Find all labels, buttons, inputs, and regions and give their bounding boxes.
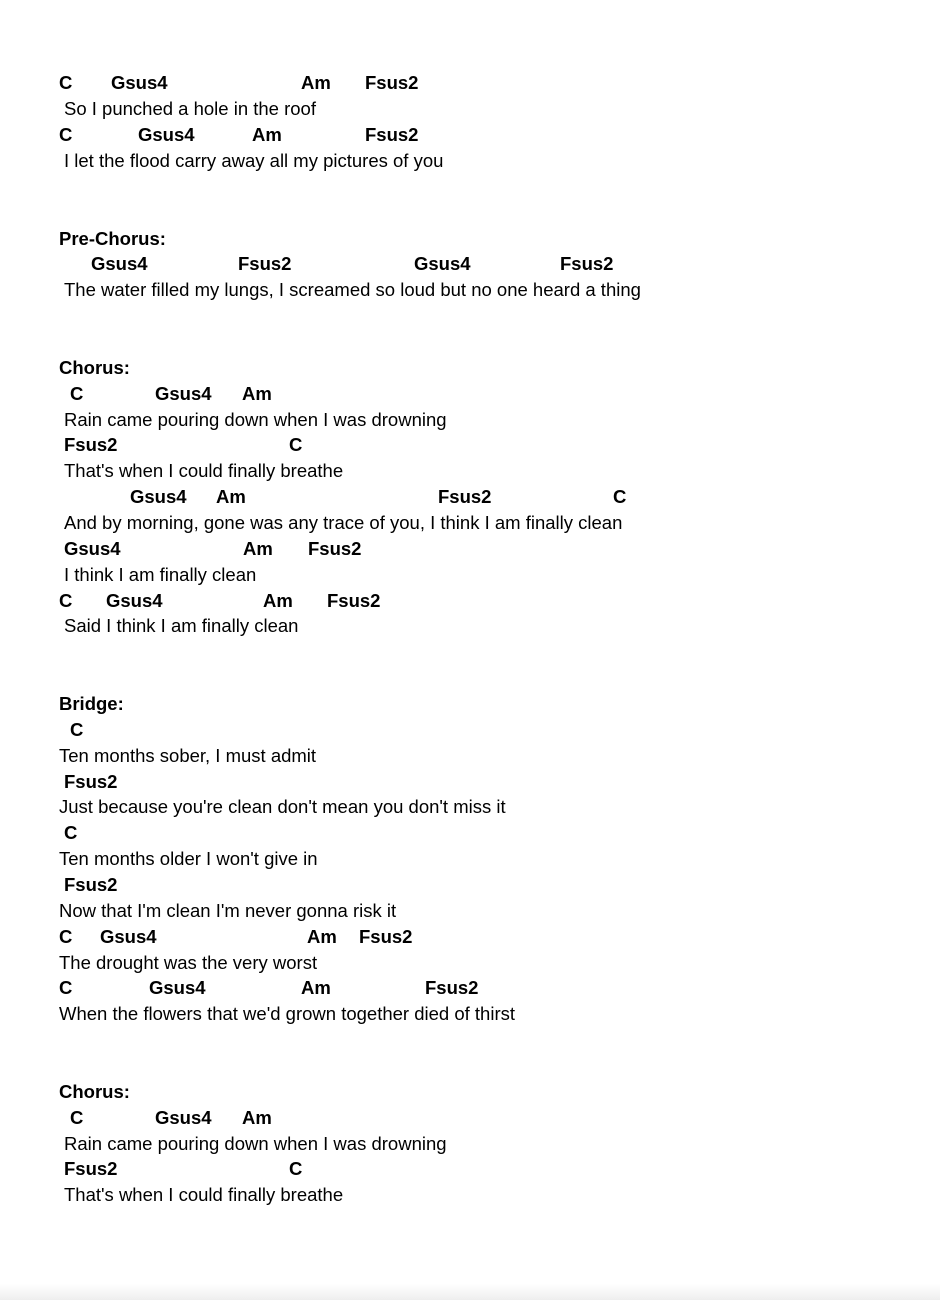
chord: Am <box>263 590 293 611</box>
chord: Fsus2 <box>64 1158 118 1179</box>
lyric-text: And by morning, gone was any trace of you, I think I am finally clean <box>64 512 623 533</box>
chord: Fsus2 <box>64 874 118 895</box>
chord: Am <box>243 538 273 559</box>
chord: Fsus2 <box>327 590 381 611</box>
chord: Gsus4 <box>64 538 121 559</box>
lyric-text: Rain came pouring down when I was drowning <box>64 409 447 430</box>
section-header-bridge: Bridge: <box>59 693 124 714</box>
lyric-line <box>0 744 317 768</box>
lyric-line <box>0 847 318 871</box>
chord-line <box>0 925 413 949</box>
chord: Fsus2 <box>365 124 419 145</box>
chord: Fsus2 <box>238 253 292 274</box>
chord-line <box>0 382 272 406</box>
lyric-line <box>0 408 447 432</box>
chord: C <box>59 590 73 611</box>
lyric-line <box>0 1183 344 1207</box>
chord: Gsus4 <box>155 383 212 404</box>
chord-line <box>0 252 614 276</box>
lyric-text: I let the flood carry away all my pictures of you <box>64 150 444 171</box>
section-header-chorus: Chorus: <box>59 357 130 378</box>
chord: Am <box>252 124 282 145</box>
chord-line <box>0 537 362 561</box>
chord: Am <box>307 926 337 947</box>
lyric-text: The water filled my lungs, I screamed so loud but no one heard a thing <box>64 279 641 300</box>
lyric-line <box>0 1132 447 1156</box>
lyric-text: Just because you're clean don't mean you don't miss it <box>59 796 506 817</box>
chord: Gsus4 <box>130 486 187 507</box>
lyric-line <box>0 951 318 975</box>
chord-line <box>0 873 118 897</box>
chord: Fsus2 <box>365 72 419 93</box>
chord: Gsus4 <box>155 1107 212 1128</box>
chord: Gsus4 <box>100 926 157 947</box>
chord-line <box>0 976 479 1000</box>
page-bottom-edge <box>0 1284 940 1300</box>
lyric-line <box>0 1002 515 1026</box>
lyric-line <box>0 899 397 923</box>
chord-line <box>0 123 419 147</box>
chord: C <box>289 434 303 455</box>
chord: Am <box>301 72 331 93</box>
chord-line <box>0 485 627 509</box>
lyric-text: Ten months sober, I must admit <box>59 745 317 766</box>
chord: Fsus2 <box>64 771 118 792</box>
lyric-line <box>0 511 623 535</box>
lyric-line <box>0 614 299 638</box>
chord: C <box>59 977 73 998</box>
lyric-text: That's when I could finally breathe <box>64 1184 344 1205</box>
lyric-line <box>0 459 344 483</box>
chord-line <box>0 589 381 613</box>
lyric-text: Now that I'm clean I'm never gonna risk it <box>59 900 397 921</box>
chord: Gsus4 <box>111 72 168 93</box>
chord: Fsus2 <box>425 977 479 998</box>
lyric-text: So I punched a hole in the roof <box>64 98 316 119</box>
chord: C <box>59 72 73 93</box>
chord: Am <box>242 383 272 404</box>
lyric-line <box>0 149 444 173</box>
chord-line <box>0 1106 272 1130</box>
chord: Fsus2 <box>560 253 614 274</box>
chord: C <box>64 822 78 843</box>
section-header-line <box>0 692 124 716</box>
lyric-text: The drought was the very worst <box>59 952 318 973</box>
section-header-chorus: Chorus: <box>59 1081 130 1102</box>
chord: Gsus4 <box>106 590 163 611</box>
lyric-text: Rain came pouring down when I was drowning <box>64 1133 447 1154</box>
chord: Gsus4 <box>414 253 471 274</box>
chord-line <box>0 718 84 742</box>
chord: Fsus2 <box>308 538 362 559</box>
chord: Am <box>242 1107 272 1128</box>
chord: C <box>613 486 627 507</box>
lyric-line <box>0 795 506 819</box>
chord-line <box>0 433 303 457</box>
chord-line <box>0 1157 303 1181</box>
section-header-line <box>0 227 166 251</box>
lyric-text: I think I am finally clean <box>64 564 257 585</box>
lyric-text: Ten months older I won't give in <box>59 848 318 869</box>
chord-line <box>0 770 118 794</box>
lyric-text: Said I think I am finally clean <box>64 615 299 636</box>
chord: Gsus4 <box>149 977 206 998</box>
lyric-text: When the flowers that we'd grown together died of thirst <box>59 1003 515 1024</box>
section-header-pre-chorus: Pre-Chorus: <box>59 228 166 249</box>
chord: Fsus2 <box>359 926 413 947</box>
chord: C <box>59 124 73 145</box>
lyric-line <box>0 97 316 121</box>
chord-line <box>0 71 419 95</box>
chord: Fsus2 <box>64 434 118 455</box>
chord: C <box>59 926 73 947</box>
chord: C <box>289 1158 303 1179</box>
chord: Am <box>301 977 331 998</box>
chord: Am <box>216 486 246 507</box>
chord: C <box>70 383 84 404</box>
section-header-line <box>0 1080 130 1104</box>
lyric-text: That's when I could finally breathe <box>64 460 344 481</box>
chord: Gsus4 <box>138 124 195 145</box>
lyric-line <box>0 563 257 587</box>
lyric-line <box>0 278 641 302</box>
section-header-line <box>0 356 130 380</box>
chord: Gsus4 <box>91 253 148 274</box>
chord-line <box>0 821 78 845</box>
chord: C <box>70 1107 84 1128</box>
chord: Fsus2 <box>438 486 492 507</box>
chord: C <box>70 719 84 740</box>
